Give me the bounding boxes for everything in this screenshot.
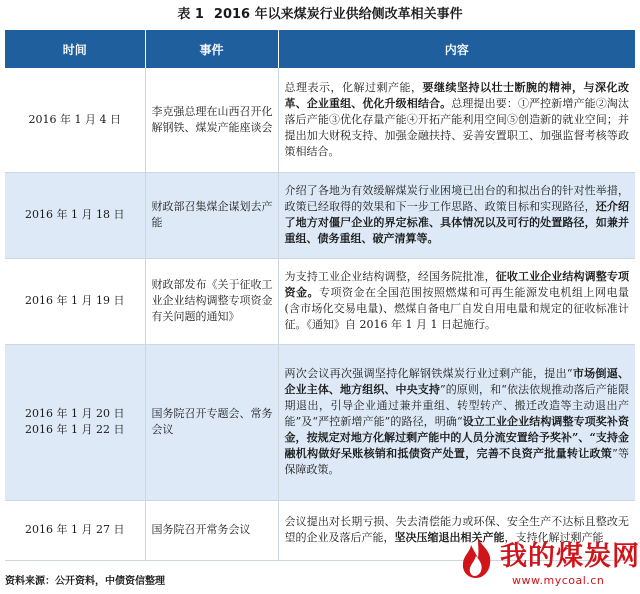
content-segment: 介绍了各地为有效缓解煤炭行业困境已出台的和拟出台的针对性举措，政策已经取得的效果和下一步工作思路、政策目标和实现路径， bbox=[284, 184, 629, 213]
content-segment: 坚决压缩退出相关产能 bbox=[394, 531, 505, 544]
content-segment: 还介绍了地方对僵尸企业的界定标准、具体情况以及可行的处置路径，如兼并重组、债务重组、破产清算等。 bbox=[284, 200, 629, 245]
content-segment: 专项资金在全国范围按照燃煤和可再生能源发电机组上网电量(含市场化交易电量)、燃煤自备电厂自发自用电量和规定的征收标准计征。《通知》自 2016 年 1 月 1 日起施行。 bbox=[284, 286, 629, 331]
table-row bbox=[5, 344, 635, 500]
content-segment: 总理提出要：①严控新增产能②淘汰落后产能③优化存量产能④开拓产能利用空间⑤创造新的就业空间；并提出加大财税支持、加强金融扶持、妥善安置职工、加强监督考核等政策相结合。 bbox=[284, 96, 629, 158]
content-segment: ”的原则，和“依法依规推动落后产能限期退出，引导企业通过兼并重组、转型转产、搬迁改造等主动退出产能”及“严控新增产能”的路径，明确“ bbox=[284, 383, 629, 428]
cell-content bbox=[278, 344, 635, 500]
cell-event: 国务院召开专题会、常务会议 bbox=[145, 344, 278, 500]
header-event: 事件 bbox=[145, 30, 278, 68]
cell-content bbox=[278, 258, 635, 344]
flame-logo-icon bbox=[454, 536, 500, 582]
content-segment: ，支持化解过剩产能 bbox=[504, 531, 604, 544]
cell-event: 李克强总理在山西召开化解钢铁、煤炭产能座谈会 bbox=[145, 68, 278, 172]
table-title bbox=[0, 0, 640, 30]
cell-event: 财政部发布《关于征收工业企业结构调整专项资金有关问题的通知》 bbox=[145, 258, 278, 344]
cell-content bbox=[278, 172, 635, 258]
content-segment: 征收工业企业结构调整专项资金。 bbox=[284, 270, 630, 299]
content-segment: 为支持工业企业结构调整，经国务院批准， bbox=[284, 270, 496, 283]
header-content: 内容 bbox=[278, 30, 635, 68]
content-segment: ”等保障政策。 bbox=[284, 447, 629, 476]
header-time: 时间 bbox=[5, 30, 145, 68]
cell-event: 财政部召集煤企谋划去产能 bbox=[145, 172, 278, 258]
content-segment: 设立工业企业结构调整专项奖补资金，按规定对地方化解过剩产能中的人员分流安置给予奖补”、“支持金融机构做好呆账核销和抵债资产处置，完善不良资产批量转让政策 bbox=[284, 415, 629, 460]
cell-date: 2016 年 1 月 20 日 2016 年 1 月 22 日 bbox=[5, 344, 145, 500]
content-segment: 要继续坚持以壮士断腕的精神，与深化改革、企业重组、优化升级相结合。 bbox=[284, 80, 629, 110]
content-segment: 市场倒逼、企业主体、地方组织、中央支持 bbox=[284, 367, 630, 396]
header-row bbox=[5, 30, 635, 68]
watermark bbox=[452, 532, 640, 594]
table-title-text: 2016 年以来煤炭行业供给侧改革相关事件 bbox=[213, 7, 463, 22]
cell-date: 2016 年 1 月 27 日 bbox=[5, 500, 145, 560]
cell-date: 2016 年 1 月 4 日 bbox=[5, 68, 145, 172]
table-row bbox=[5, 258, 635, 344]
table-row bbox=[5, 172, 635, 258]
cell-date: 2016 年 1 月 18 日 bbox=[5, 172, 145, 258]
cell-event: 国务院召开常务会议 bbox=[145, 500, 278, 560]
watermark-url: www.mycoal.cn bbox=[512, 574, 605, 587]
events-table bbox=[5, 30, 635, 561]
table-number: 表 1 bbox=[177, 7, 204, 22]
table-row bbox=[5, 68, 635, 172]
watermark-text: 我的煤炭网 bbox=[500, 541, 640, 572]
content-segment: 总理表示，化解过剩产能， bbox=[284, 80, 423, 94]
source-note: 资料来源：公开资料，中债资信整理 bbox=[5, 576, 165, 587]
cell-date: 2016 年 1 月 19 日 bbox=[5, 258, 145, 344]
cell-content bbox=[278, 68, 635, 172]
content-segment: 两次会议再次强调坚持化解钢铁煤炭行业过剩产能，提出“ bbox=[284, 367, 573, 380]
content-segment: 会议提出对长期亏损、失去清偿能力或环保、安全生产不达标且整改无望的企业及落后产能， bbox=[284, 515, 629, 544]
